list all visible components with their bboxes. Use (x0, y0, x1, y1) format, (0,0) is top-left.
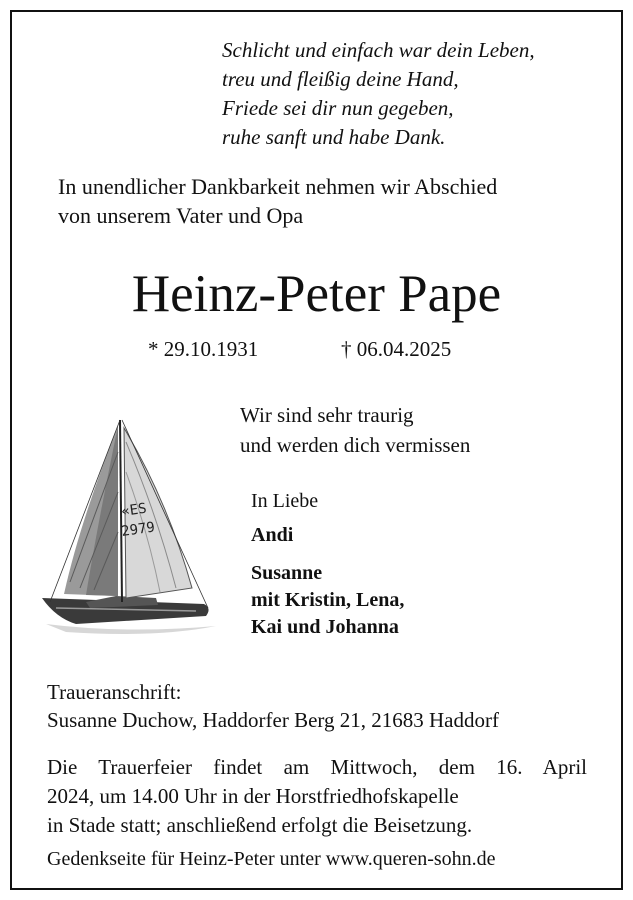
sail-number: «ES (120, 500, 148, 520)
deceased-name: Heinz-Peter Pape (131, 265, 502, 323)
intro-line: von unserem Vater und Opa (58, 203, 304, 228)
poem-line: Schlicht und einfach war dein Leben, (222, 38, 535, 62)
address-value: Susanne Duchow, Haddorfer Berg 21, 21683 Haddorf (47, 708, 499, 732)
memorial-page-text: Gedenkseite für Heinz-Peter unter www.queren-sohn.de (47, 848, 496, 870)
poem-line: Friede sei dir nun gegeben, (222, 96, 454, 120)
mourner-line: Kai und Johanna (251, 616, 399, 638)
sentiment-line: und werden dich vermissen (240, 433, 471, 457)
address-label: Traueranschrift: (47, 680, 182, 704)
service-line: in Stade statt; anschließend erfolgt die Beisetzung. (47, 813, 473, 837)
intro-line: In unendlicher Dankbarkeit nehmen wir Abschied (58, 174, 498, 199)
sentiment-text (240, 400, 470, 460)
intro-text (58, 172, 497, 230)
poem (222, 36, 535, 152)
mourning-address (47, 678, 499, 734)
sail-number: 2979 (120, 519, 156, 540)
service-line: Die Trauerfeier findet am Mittwoch, dem 16. April (47, 755, 587, 779)
in-love-label: In Liebe (251, 490, 319, 512)
poem-line: treu und fleißig deine Hand, (222, 67, 459, 91)
mourner-line: Susanne (251, 562, 323, 584)
poem-line: ruhe sanft und habe Dank. (222, 125, 446, 149)
birth-date: * 29.10.1931 (148, 337, 259, 361)
funeral-service-info (47, 753, 587, 840)
sailboat-illustration (36, 412, 226, 642)
mourner-group (251, 560, 404, 641)
death-date: † 06.04.2025 (341, 337, 452, 361)
service-line: 2024, um 14.00 Uhr in der Horstfriedhofskapelle (47, 784, 459, 808)
mourner-line: mit Kristin, Lena, (251, 589, 405, 611)
mourner-name: Andi (251, 524, 294, 546)
sentiment-line: Wir sind sehr traurig (240, 403, 414, 427)
